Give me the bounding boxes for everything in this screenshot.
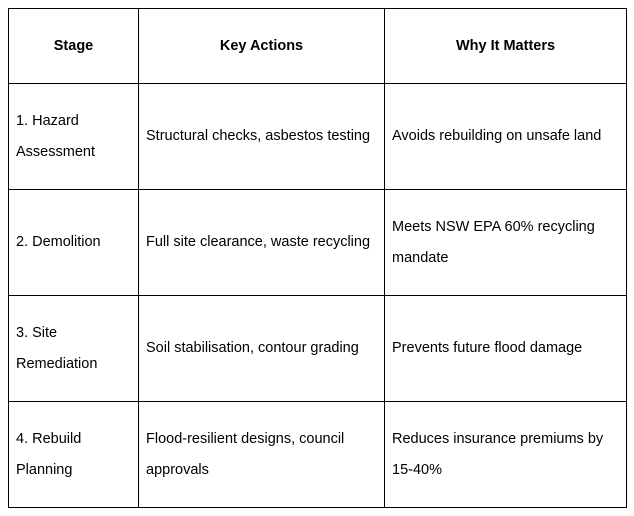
header-why-it-matters: Why It Matters <box>385 9 627 84</box>
why-it-matters-cell: Meets NSW EPA 60% recycling mandate <box>385 190 627 296</box>
key-actions-cell: Flood-resilient designs, council approvals <box>139 402 385 508</box>
table-row <box>9 190 627 296</box>
table-row <box>9 84 627 190</box>
table-body <box>9 84 627 508</box>
stage-cell: 1. Hazard Assessment <box>9 84 139 190</box>
key-actions-cell: Structural checks, asbestos testing <box>139 84 385 190</box>
why-it-matters-cell: Reduces insurance premiums by 15-40% <box>385 402 627 508</box>
why-it-matters-cell: Avoids rebuilding on unsafe land <box>385 84 627 190</box>
key-actions-cell: Soil stabilisation, contour grading <box>139 296 385 402</box>
table-header <box>9 9 627 84</box>
stage-cell: 4. Rebuild Planning <box>9 402 139 508</box>
table-row <box>9 296 627 402</box>
stage-cell: 2. Demolition <box>9 190 139 296</box>
why-it-matters-cell: Prevents future flood damage <box>385 296 627 402</box>
header-row <box>9 9 627 84</box>
key-actions-cell: Full site clearance, waste recycling <box>139 190 385 296</box>
header-stage: Stage <box>9 9 139 84</box>
stage-cell: 3. Site Remediation <box>9 296 139 402</box>
stages-table <box>8 8 627 508</box>
header-key-actions: Key Actions <box>139 9 385 84</box>
table-row <box>9 402 627 508</box>
